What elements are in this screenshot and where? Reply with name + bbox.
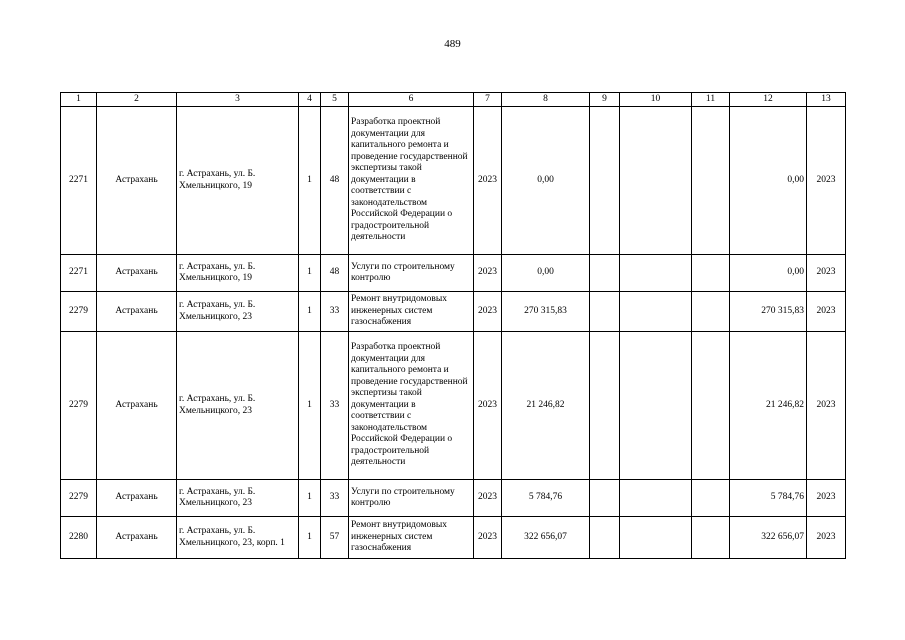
page-number: 489 [444, 38, 461, 50]
table-row [61, 107, 846, 255]
address: г. Астрахань, ул. Б. Хмельницкого, 19 [177, 107, 299, 255]
header-cell: 1 [61, 93, 97, 107]
table-row [61, 332, 846, 480]
col-10 [620, 107, 692, 255]
header-row [61, 93, 846, 107]
table-row [61, 517, 846, 559]
municipality: Астрахань [97, 255, 177, 292]
year: 2023 [474, 332, 502, 480]
header-cell: 12 [730, 93, 807, 107]
address: г. Астрахань, ул. Б. Хмельницкого, 23 [177, 332, 299, 480]
object-number: 2271 [61, 107, 97, 255]
year: 2023 [474, 292, 502, 332]
year: 2023 [474, 480, 502, 517]
col-10 [620, 517, 692, 559]
work-type: Ремонт внутридомовых инженерных систем газоснабжения [349, 292, 474, 332]
header-cell: 6 [349, 93, 474, 107]
header-cell: 4 [299, 93, 321, 107]
col-11 [692, 480, 730, 517]
col-4: 1 [299, 480, 321, 517]
header-cell: 3 [177, 93, 299, 107]
end-year: 2023 [807, 292, 846, 332]
address: г. Астрахань, ул. Б. Хмельницкого, 23, корп. 1 [177, 517, 299, 559]
cost: 21 246,82 [502, 332, 590, 480]
header-cell: 9 [590, 93, 620, 107]
cost: 0,00 [502, 107, 590, 255]
cost-total: 21 246,82 [730, 332, 807, 480]
cost: 270 315,83 [502, 292, 590, 332]
work-type: Услуги по строительному контролю [349, 480, 474, 517]
col-9 [590, 255, 620, 292]
end-year: 2023 [807, 332, 846, 480]
registry-table [60, 92, 846, 559]
address: г. Астрахань, ул. Б. Хмельницкого, 23 [177, 480, 299, 517]
header-cell: 7 [474, 93, 502, 107]
object-number: 2271 [61, 255, 97, 292]
address: г. Астрахань, ул. Б. Хмельницкого, 23 [177, 292, 299, 332]
cost: 5 784,76 [502, 480, 590, 517]
object-number: 2279 [61, 480, 97, 517]
col-10 [620, 480, 692, 517]
cost-total: 0,00 [730, 107, 807, 255]
col-5: 48 [321, 107, 349, 255]
header-cell: 2 [97, 93, 177, 107]
work-type: Ремонт внутридомовых инженерных систем газоснабжения [349, 517, 474, 559]
col-10 [620, 332, 692, 480]
table-row [61, 480, 846, 517]
header-cell: 13 [807, 93, 846, 107]
col-9 [590, 292, 620, 332]
end-year: 2023 [807, 107, 846, 255]
col-11 [692, 517, 730, 559]
table-row [61, 255, 846, 292]
header-cell: 10 [620, 93, 692, 107]
header-cell: 5 [321, 93, 349, 107]
col-10 [620, 292, 692, 332]
municipality: Астрахань [97, 107, 177, 255]
header-cell: 8 [502, 93, 590, 107]
cost-total: 322 656,07 [730, 517, 807, 559]
municipality: Астрахань [97, 292, 177, 332]
object-number: 2279 [61, 292, 97, 332]
object-number: 2280 [61, 517, 97, 559]
work-type: Разработка проектной документации для капитального ремонта и проведение государственной экспертизы такой документации в соответствии с законодательством Российской Федерации о градостроительной деятельности [349, 332, 474, 480]
col-11 [692, 107, 730, 255]
col-5: 57 [321, 517, 349, 559]
year: 2023 [474, 255, 502, 292]
col-9 [590, 480, 620, 517]
year: 2023 [474, 107, 502, 255]
col-9 [590, 332, 620, 480]
col-4: 1 [299, 517, 321, 559]
cost-total: 270 315,83 [730, 292, 807, 332]
object-number: 2279 [61, 332, 97, 480]
header-cell: 11 [692, 93, 730, 107]
col-11 [692, 255, 730, 292]
cost: 0,00 [502, 255, 590, 292]
year: 2023 [474, 517, 502, 559]
municipality: Астрахань [97, 517, 177, 559]
col-5: 33 [321, 332, 349, 480]
table-row [61, 292, 846, 332]
col-4: 1 [299, 292, 321, 332]
col-10 [620, 255, 692, 292]
col-11 [692, 332, 730, 480]
end-year: 2023 [807, 517, 846, 559]
col-5: 48 [321, 255, 349, 292]
end-year: 2023 [807, 255, 846, 292]
cost-total: 5 784,76 [730, 480, 807, 517]
municipality: Астрахань [97, 332, 177, 480]
col-11 [692, 292, 730, 332]
col-4: 1 [299, 255, 321, 292]
col-4: 1 [299, 332, 321, 480]
end-year: 2023 [807, 480, 846, 517]
col-5: 33 [321, 292, 349, 332]
cost: 322 656,07 [502, 517, 590, 559]
col-9 [590, 107, 620, 255]
municipality: Астрахань [97, 480, 177, 517]
work-type: Услуги по строительному контролю [349, 255, 474, 292]
work-type: Разработка проектной документации для капитального ремонта и проведение государственной экспертизы такой документации в соответствии с законодательством Российской Федерации о градостроительной деятельности [349, 107, 474, 255]
col-9 [590, 517, 620, 559]
cost-total: 0,00 [730, 255, 807, 292]
col-5: 33 [321, 480, 349, 517]
address: г. Астрахань, ул. Б. Хмельницкого, 19 [177, 255, 299, 292]
col-4: 1 [299, 107, 321, 255]
